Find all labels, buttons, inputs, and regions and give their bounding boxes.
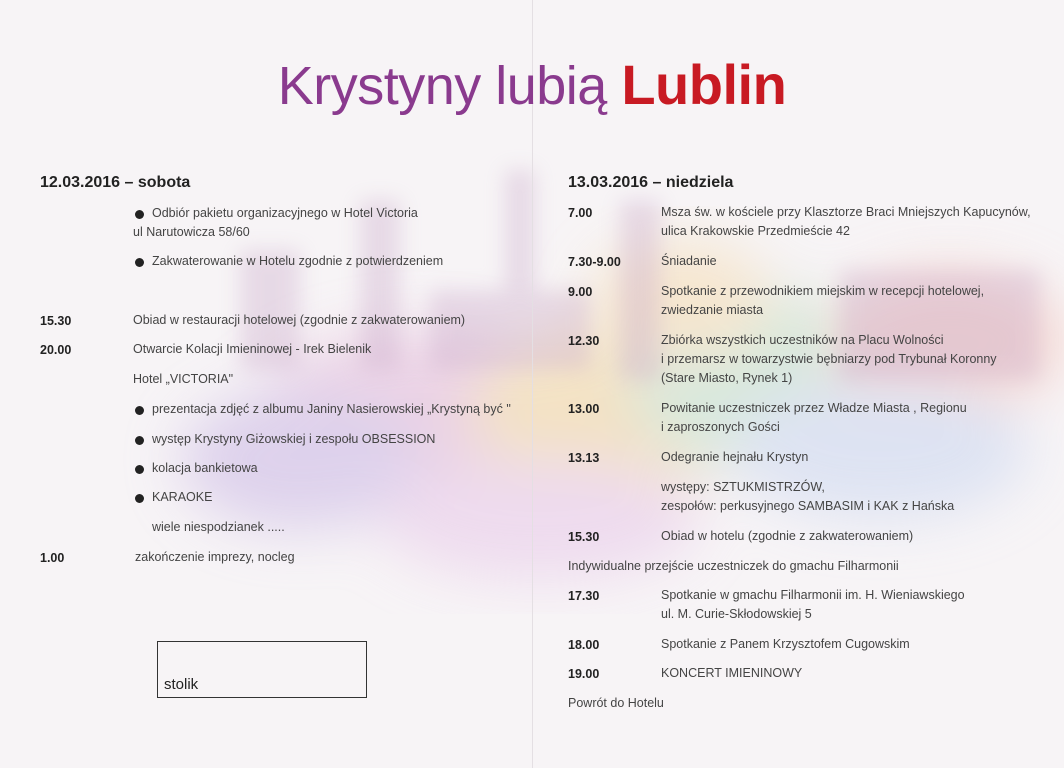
schedule-line: zwiedzanie miasta bbox=[661, 303, 764, 317]
schedule-line: zakończenie imprezy, nocleg bbox=[135, 550, 295, 564]
schedule-line: prezentacja zdjęć z albumu Janiny Nasierowskiej „Krystyną być " bbox=[152, 402, 511, 416]
schedule-line: Odbiór pakietu organizacyjnego w Hotel Victoria bbox=[152, 206, 418, 220]
page-title bbox=[0, 52, 1064, 117]
schedule-time: 9.00 bbox=[568, 285, 593, 299]
title-part-2: Lublin bbox=[621, 53, 787, 116]
schedule-line: Powitanie uczestniczek przez Władze Miasta , Regionu bbox=[661, 401, 967, 415]
schedule-line: Śniadanie bbox=[661, 254, 717, 268]
left-day-heading: 12.03.2016 – sobota bbox=[40, 174, 191, 191]
schedule-line: Powrót do Hotelu bbox=[568, 696, 664, 710]
schedule-line: Otwarcie Kolacji Imieninowej - Irek Bielenik bbox=[133, 342, 372, 356]
schedule-line: Zakwaterowanie w Hotelu zgodnie z potwierdzeniem bbox=[152, 254, 444, 268]
schedule-line: Obiad w hotelu (zgodnie z zakwaterowaniem) bbox=[661, 529, 914, 543]
schedule-line: Spotkanie w gmachu Filharmonii im. H. Wieniawskiego bbox=[661, 588, 965, 602]
schedule-line: ulica Krakowskie Przedmieście 42 bbox=[661, 224, 850, 238]
schedule-time: 15.30 bbox=[568, 530, 600, 544]
table-number-box bbox=[157, 641, 367, 698]
schedule-line: Indywidualne przejście uczestniczek do gmachu Filharmonii bbox=[568, 559, 899, 573]
schedule-time: 7.00 bbox=[568, 206, 593, 220]
schedule-line: występy: SZTUKMISTRZÓW, bbox=[661, 480, 825, 494]
schedule-time: 19.00 bbox=[568, 667, 600, 681]
table-number-label: stolik bbox=[164, 676, 199, 693]
schedule-line: występ Krystyny Giżowskiej i zespołu OBSESSION bbox=[152, 432, 436, 446]
schedule-line: ul Narutowicza 58/60 bbox=[133, 225, 250, 239]
schedule-line: zespołów: perkusyjnego SAMBASIM i KAK z Hańska bbox=[661, 499, 955, 513]
bullet-icon bbox=[135, 210, 144, 219]
schedule-time: 7.30-9.00 bbox=[568, 255, 621, 269]
schedule-line: Obiad w restauracji hotelowej (zgodnie z zakwaterowaniem) bbox=[133, 313, 466, 327]
bullet-icon bbox=[135, 258, 144, 267]
schedule-line: KARAOKE bbox=[152, 490, 213, 504]
schedule-line: i zaproszonych Gości bbox=[661, 420, 780, 434]
schedule-line: Zbiórka wszystkich uczestników na Placu Wolności bbox=[661, 333, 944, 347]
bullet-icon bbox=[135, 406, 144, 415]
schedule-time: 18.00 bbox=[568, 638, 600, 652]
schedule-line: (Stare Miasto, Rynek 1) bbox=[661, 371, 793, 385]
schedule-line: i przemarsz w towarzystwie bębniarzy pod Trybunał Koronny bbox=[661, 352, 997, 366]
schedule-time: 13.13 bbox=[568, 451, 600, 465]
schedule-time: 12.30 bbox=[568, 334, 600, 348]
schedule-line: ul. M. Curie-Skłodowskiej 5 bbox=[661, 607, 812, 621]
schedule-line: Spotkanie z przewodnikiem miejskim w recepcji hotelowej, bbox=[661, 284, 985, 298]
schedule-time: 17.30 bbox=[568, 589, 600, 603]
bullet-icon bbox=[135, 494, 144, 503]
bullet-icon bbox=[135, 465, 144, 474]
schedule-time: 13.00 bbox=[568, 402, 600, 416]
schedule-line: Spotkanie z Panem Krzysztofem Cugowskim bbox=[661, 637, 910, 651]
schedule-line: Odegranie hejnału Krystyn bbox=[661, 450, 809, 464]
schedule-time: 1.00 bbox=[40, 551, 65, 565]
schedule-time: 15.30 bbox=[40, 314, 72, 328]
right-day-heading: 13.03.2016 – niedziela bbox=[568, 174, 734, 191]
schedule-line: kolacja bankietowa bbox=[152, 461, 258, 475]
schedule-line: KONCERT IMIENINOWY bbox=[661, 666, 803, 680]
schedule-line: Hotel „VICTORIA" bbox=[133, 372, 234, 386]
schedule-line: wiele niespodzianek ..... bbox=[152, 520, 285, 534]
schedule-time: 20.00 bbox=[40, 343, 72, 357]
schedule-line: Msza św. w kościele przy Klasztorze Braci Mniejszych Kapucynów, bbox=[661, 205, 1031, 219]
bullet-icon bbox=[135, 436, 144, 445]
title-part-1: Krystyny lubią bbox=[277, 56, 607, 116]
